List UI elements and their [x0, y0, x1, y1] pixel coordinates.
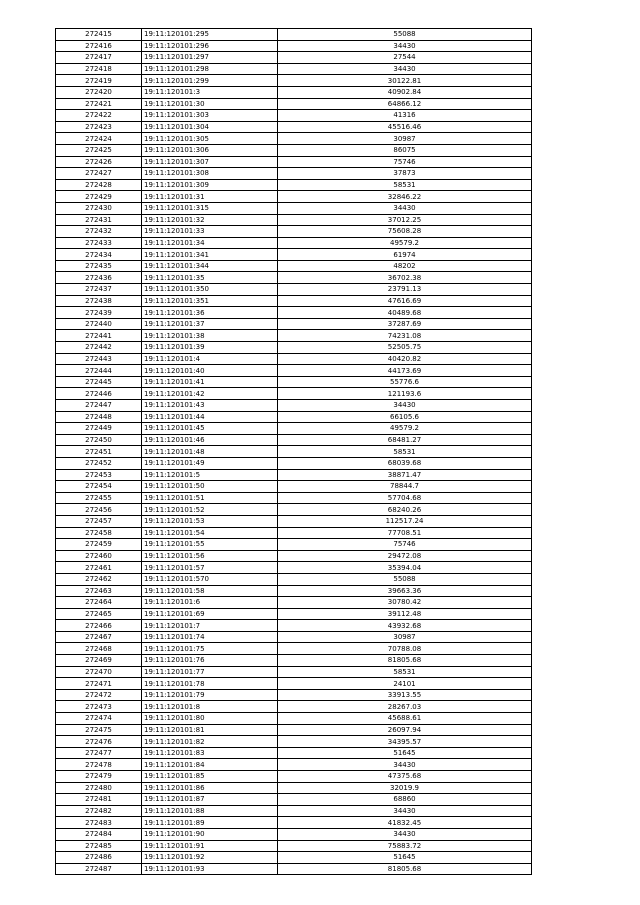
value-cell: 29472.08 — [278, 550, 532, 562]
row-number-cell: 272473 — [56, 701, 142, 713]
row-number-cell: 272453 — [56, 469, 142, 481]
cadastral-number-cell: 19:11:120101:5 — [142, 469, 278, 481]
value-cell: 112517.24 — [278, 515, 532, 527]
row-number-cell: 272425 — [56, 144, 142, 156]
value-cell: 34430 — [278, 805, 532, 817]
table-row — [56, 121, 532, 133]
value-cell: 41316 — [278, 110, 532, 122]
table-row — [56, 400, 532, 412]
table-row — [56, 817, 532, 829]
value-cell: 33913.55 — [278, 689, 532, 701]
cadastral-number-cell: 19:11:120101:51 — [142, 492, 278, 504]
row-number-cell: 272466 — [56, 620, 142, 632]
cadastral-number-cell: 19:11:120101:50 — [142, 481, 278, 493]
row-number-cell: 272460 — [56, 550, 142, 562]
value-cell: 81805.68 — [278, 655, 532, 667]
table-row — [56, 515, 532, 527]
value-cell: 34430 — [278, 40, 532, 52]
value-cell: 30122.81 — [278, 75, 532, 87]
value-cell: 45688.61 — [278, 713, 532, 725]
table-row — [56, 597, 532, 609]
value-cell: 24101 — [278, 678, 532, 690]
row-number-cell: 272428 — [56, 179, 142, 191]
value-cell: 43932.68 — [278, 620, 532, 632]
row-number-cell: 272424 — [56, 133, 142, 145]
cadastral-number-cell: 19:11:120101:309 — [142, 179, 278, 191]
cadastral-number-cell: 19:11:120101:304 — [142, 121, 278, 133]
table-row — [56, 631, 532, 643]
table-row — [56, 585, 532, 597]
table-row — [56, 701, 532, 713]
row-number-cell: 272454 — [56, 481, 142, 493]
row-number-cell: 272450 — [56, 434, 142, 446]
value-cell: 28267.03 — [278, 701, 532, 713]
table-row — [56, 249, 532, 261]
value-cell: 47616.69 — [278, 295, 532, 307]
row-number-cell: 272461 — [56, 562, 142, 574]
row-number-cell: 272418 — [56, 63, 142, 75]
row-number-cell: 272445 — [56, 376, 142, 388]
value-cell: 39112.48 — [278, 608, 532, 620]
table-row — [56, 713, 532, 725]
cadastral-number-cell: 19:11:120101:33 — [142, 226, 278, 238]
value-cell: 52505.75 — [278, 342, 532, 354]
cadastral-number-cell: 19:11:120101:46 — [142, 434, 278, 446]
row-number-cell: 272434 — [56, 249, 142, 261]
value-cell: 74231.08 — [278, 330, 532, 342]
table-row — [56, 226, 532, 238]
cadastral-number-cell: 19:11:120101:303 — [142, 110, 278, 122]
value-cell: 51645 — [278, 852, 532, 864]
value-cell: 66105.6 — [278, 411, 532, 423]
row-number-cell: 272423 — [56, 121, 142, 133]
row-number-cell: 272421 — [56, 98, 142, 110]
table-body — [56, 29, 532, 875]
table-row — [56, 330, 532, 342]
cadastral-number-cell: 19:11:120101:42 — [142, 388, 278, 400]
value-cell: 55776.6 — [278, 376, 532, 388]
cadastral-number-cell: 19:11:120101:299 — [142, 75, 278, 87]
row-number-cell: 272422 — [56, 110, 142, 122]
row-number-cell: 272462 — [56, 573, 142, 585]
value-cell: 30987 — [278, 133, 532, 145]
cadastral-number-cell: 19:11:120101:315 — [142, 202, 278, 214]
value-cell: 38871.47 — [278, 469, 532, 481]
cadastral-number-cell: 19:11:120101:38 — [142, 330, 278, 342]
table-row — [56, 550, 532, 562]
row-number-cell: 272437 — [56, 284, 142, 296]
value-cell: 70788.08 — [278, 643, 532, 655]
cadastral-number-cell: 19:11:120101:34 — [142, 237, 278, 249]
row-number-cell: 272430 — [56, 202, 142, 214]
cadastral-number-cell: 19:11:120101:55 — [142, 539, 278, 551]
value-cell: 39663.36 — [278, 585, 532, 597]
row-number-cell: 272435 — [56, 260, 142, 272]
cadastral-number-cell: 19:11:120101:83 — [142, 747, 278, 759]
table-row — [56, 272, 532, 284]
row-number-cell: 272447 — [56, 400, 142, 412]
row-number-cell: 272465 — [56, 608, 142, 620]
cadastral-number-cell: 19:11:120101:297 — [142, 52, 278, 64]
cadastral-number-cell: 19:11:120101:3 — [142, 86, 278, 98]
cadastral-number-cell: 19:11:120101:7 — [142, 620, 278, 632]
table-row — [56, 353, 532, 365]
row-number-cell: 272431 — [56, 214, 142, 226]
cadastral-number-cell: 19:11:120101:56 — [142, 550, 278, 562]
row-number-cell: 272480 — [56, 782, 142, 794]
table-row — [56, 840, 532, 852]
value-cell: 61974 — [278, 249, 532, 261]
cadastral-number-cell: 19:11:120101:89 — [142, 817, 278, 829]
table-row — [56, 29, 532, 41]
table-row — [56, 86, 532, 98]
value-cell: 51645 — [278, 747, 532, 759]
table-row — [56, 376, 532, 388]
cadastral-number-cell: 19:11:120101:93 — [142, 863, 278, 875]
row-number-cell: 272419 — [56, 75, 142, 87]
table-row — [56, 40, 532, 52]
table-row — [56, 573, 532, 585]
table-row — [56, 63, 532, 75]
cadastral-number-cell: 19:11:120101:78 — [142, 678, 278, 690]
table-row — [56, 307, 532, 319]
table-row — [56, 318, 532, 330]
table-row — [56, 388, 532, 400]
value-cell: 40489.68 — [278, 307, 532, 319]
value-cell: 64866.12 — [278, 98, 532, 110]
value-cell: 47375.68 — [278, 771, 532, 783]
cadastral-number-cell: 19:11:120101:85 — [142, 771, 278, 783]
cadastral-number-cell: 19:11:120101:80 — [142, 713, 278, 725]
row-number-cell: 272483 — [56, 817, 142, 829]
table-row — [56, 492, 532, 504]
value-cell: 58531 — [278, 179, 532, 191]
table-row — [56, 666, 532, 678]
row-number-cell: 272433 — [56, 237, 142, 249]
table-row — [56, 678, 532, 690]
table-row — [56, 214, 532, 226]
row-number-cell: 272463 — [56, 585, 142, 597]
table-row — [56, 655, 532, 667]
cadastral-number-cell: 19:11:120101:4 — [142, 353, 278, 365]
value-cell: 32019.9 — [278, 782, 532, 794]
value-cell: 40420.82 — [278, 353, 532, 365]
table-row — [56, 794, 532, 806]
cadastral-number-cell: 19:11:120101:298 — [142, 63, 278, 75]
table-row — [56, 144, 532, 156]
table-row — [56, 411, 532, 423]
row-number-cell: 272432 — [56, 226, 142, 238]
table-row — [56, 156, 532, 168]
table-row — [56, 562, 532, 574]
cadastral-number-cell: 19:11:120101:75 — [142, 643, 278, 655]
cadastral-number-cell: 19:11:120101:40 — [142, 365, 278, 377]
value-cell: 81805.68 — [278, 863, 532, 875]
row-number-cell: 272416 — [56, 40, 142, 52]
value-cell: 36702.38 — [278, 272, 532, 284]
row-number-cell: 272476 — [56, 736, 142, 748]
cadastral-number-cell: 19:11:120101:44 — [142, 411, 278, 423]
cadastral-number-cell: 19:11:120101:81 — [142, 724, 278, 736]
value-cell: 35394.04 — [278, 562, 532, 574]
value-cell: 34430 — [278, 202, 532, 214]
table-row — [56, 365, 532, 377]
row-number-cell: 272481 — [56, 794, 142, 806]
table-row — [56, 805, 532, 817]
row-number-cell: 272474 — [56, 713, 142, 725]
cadastral-number-cell: 19:11:120101:79 — [142, 689, 278, 701]
cadastral-number-cell: 19:11:120101:35 — [142, 272, 278, 284]
value-cell: 49579.2 — [278, 237, 532, 249]
table-row — [56, 736, 532, 748]
row-number-cell: 272475 — [56, 724, 142, 736]
value-cell: 34430 — [278, 400, 532, 412]
value-cell: 37287.69 — [278, 318, 532, 330]
row-number-cell: 272477 — [56, 747, 142, 759]
table-row — [56, 202, 532, 214]
value-cell: 68240.26 — [278, 504, 532, 516]
row-number-cell: 272482 — [56, 805, 142, 817]
row-number-cell: 272452 — [56, 457, 142, 469]
value-cell: 57704.68 — [278, 492, 532, 504]
row-number-cell: 272469 — [56, 655, 142, 667]
cadastral-number-cell: 19:11:120101:82 — [142, 736, 278, 748]
cadastral-number-cell: 19:11:120101:90 — [142, 828, 278, 840]
value-cell: 34430 — [278, 828, 532, 840]
cadastral-number-cell: 19:11:120101:69 — [142, 608, 278, 620]
table-row — [56, 608, 532, 620]
row-number-cell: 272417 — [56, 52, 142, 64]
row-number-cell: 272455 — [56, 492, 142, 504]
cadastral-number-cell: 19:11:120101:45 — [142, 423, 278, 435]
table-row — [56, 504, 532, 516]
value-cell: 34395.57 — [278, 736, 532, 748]
row-number-cell: 272470 — [56, 666, 142, 678]
table-row — [56, 98, 532, 110]
table-row — [56, 75, 532, 87]
cadastral-number-cell: 19:11:120101:31 — [142, 191, 278, 203]
value-cell: 37873 — [278, 168, 532, 180]
row-number-cell: 272486 — [56, 852, 142, 864]
row-number-cell: 272478 — [56, 759, 142, 771]
row-number-cell: 272479 — [56, 771, 142, 783]
cadastral-number-cell: 19:11:120101:306 — [142, 144, 278, 156]
row-number-cell: 272467 — [56, 631, 142, 643]
table-row — [56, 724, 532, 736]
table-row — [56, 457, 532, 469]
row-number-cell: 272429 — [56, 191, 142, 203]
cadastral-number-cell: 19:11:120101:295 — [142, 29, 278, 41]
table-row — [56, 52, 532, 64]
value-cell: 75746 — [278, 539, 532, 551]
row-number-cell: 272487 — [56, 863, 142, 875]
cadastral-number-cell: 19:11:120101:53 — [142, 515, 278, 527]
table-row — [56, 423, 532, 435]
table-row — [56, 782, 532, 794]
cadastral-number-cell: 19:11:120101:74 — [142, 631, 278, 643]
row-number-cell: 272471 — [56, 678, 142, 690]
value-cell: 32846.22 — [278, 191, 532, 203]
row-number-cell: 272439 — [56, 307, 142, 319]
cadastral-number-cell: 19:11:120101:36 — [142, 307, 278, 319]
cadastral-number-cell: 19:11:120101:305 — [142, 133, 278, 145]
value-cell: 27544 — [278, 52, 532, 64]
table-row — [56, 237, 532, 249]
row-number-cell: 272440 — [56, 318, 142, 330]
table-row — [56, 342, 532, 354]
row-number-cell: 272464 — [56, 597, 142, 609]
value-cell: 75608.28 — [278, 226, 532, 238]
value-cell: 34430 — [278, 759, 532, 771]
row-number-cell: 272468 — [56, 643, 142, 655]
value-cell: 75883.72 — [278, 840, 532, 852]
cadastral-number-cell: 19:11:120101:87 — [142, 794, 278, 806]
cadastral-number-cell: 19:11:120101:77 — [142, 666, 278, 678]
value-cell: 58531 — [278, 666, 532, 678]
value-cell: 75746 — [278, 156, 532, 168]
row-number-cell: 272485 — [56, 840, 142, 852]
row-number-cell: 272484 — [56, 828, 142, 840]
table-row — [56, 539, 532, 551]
cadastral-number-cell: 19:11:120101:54 — [142, 527, 278, 539]
cadastral-number-cell: 19:11:120101:88 — [142, 805, 278, 817]
cadastral-number-cell: 19:11:120101:84 — [142, 759, 278, 771]
cadastral-number-cell: 19:11:120101:308 — [142, 168, 278, 180]
table-row — [56, 852, 532, 864]
cadastral-number-cell: 19:11:120101:76 — [142, 655, 278, 667]
table-row — [56, 133, 532, 145]
cadastral-number-cell: 19:11:120101:48 — [142, 446, 278, 458]
row-number-cell: 272457 — [56, 515, 142, 527]
table-row — [56, 747, 532, 759]
row-number-cell: 272436 — [56, 272, 142, 284]
value-cell: 86075 — [278, 144, 532, 156]
cadastral-number-cell: 19:11:120101:39 — [142, 342, 278, 354]
value-cell: 30987 — [278, 631, 532, 643]
table-row — [56, 284, 532, 296]
row-number-cell: 272415 — [56, 29, 142, 41]
data-table — [55, 28, 532, 875]
table-row — [56, 863, 532, 875]
table-row — [56, 260, 532, 272]
value-cell: 68039.68 — [278, 457, 532, 469]
value-cell: 23791.13 — [278, 284, 532, 296]
cadastral-number-cell: 19:11:120101:37 — [142, 318, 278, 330]
value-cell: 34430 — [278, 63, 532, 75]
row-number-cell: 272444 — [56, 365, 142, 377]
cadastral-number-cell: 19:11:120101:43 — [142, 400, 278, 412]
row-number-cell: 272426 — [56, 156, 142, 168]
value-cell: 68481.27 — [278, 434, 532, 446]
value-cell: 37012.25 — [278, 214, 532, 226]
table-row — [56, 110, 532, 122]
table-row — [56, 620, 532, 632]
value-cell: 44173.69 — [278, 365, 532, 377]
row-number-cell: 272456 — [56, 504, 142, 516]
cadastral-number-cell: 19:11:120101:350 — [142, 284, 278, 296]
table-row — [56, 643, 532, 655]
value-cell: 78844.7 — [278, 481, 532, 493]
cadastral-number-cell: 19:11:120101:91 — [142, 840, 278, 852]
value-cell: 30780.42 — [278, 597, 532, 609]
row-number-cell: 272442 — [56, 342, 142, 354]
value-cell: 41832.45 — [278, 817, 532, 829]
cadastral-number-cell: 19:11:120101:52 — [142, 504, 278, 516]
table-row — [56, 527, 532, 539]
row-number-cell: 272449 — [56, 423, 142, 435]
row-number-cell: 272420 — [56, 86, 142, 98]
table-row — [56, 179, 532, 191]
cadastral-number-cell: 19:11:120101:570 — [142, 573, 278, 585]
table-row — [56, 446, 532, 458]
table-row — [56, 168, 532, 180]
row-number-cell: 272448 — [56, 411, 142, 423]
table-row — [56, 434, 532, 446]
cadastral-number-cell: 19:11:120101:86 — [142, 782, 278, 794]
cadastral-number-cell: 19:11:120101:32 — [142, 214, 278, 226]
value-cell: 55088 — [278, 573, 532, 585]
value-cell: 40902.84 — [278, 86, 532, 98]
row-number-cell: 272458 — [56, 527, 142, 539]
value-cell: 121193.6 — [278, 388, 532, 400]
table-row — [56, 771, 532, 783]
table-row — [56, 295, 532, 307]
table-row — [56, 469, 532, 481]
table-row — [56, 759, 532, 771]
row-number-cell: 272451 — [56, 446, 142, 458]
cadastral-number-cell: 19:11:120101:57 — [142, 562, 278, 574]
cadastral-number-cell: 19:11:120101:307 — [142, 156, 278, 168]
cadastral-number-cell: 19:11:120101:58 — [142, 585, 278, 597]
row-number-cell: 272459 — [56, 539, 142, 551]
cadastral-number-cell: 19:11:120101:6 — [142, 597, 278, 609]
row-number-cell: 272443 — [56, 353, 142, 365]
cadastral-number-cell: 19:11:120101:30 — [142, 98, 278, 110]
cadastral-number-cell: 19:11:120101:41 — [142, 376, 278, 388]
value-cell: 77708.51 — [278, 527, 532, 539]
value-cell: 58531 — [278, 446, 532, 458]
cadastral-number-cell: 19:11:120101:8 — [142, 701, 278, 713]
row-number-cell: 272438 — [56, 295, 142, 307]
table-row — [56, 689, 532, 701]
value-cell: 26097.94 — [278, 724, 532, 736]
table-row — [56, 828, 532, 840]
row-number-cell: 272446 — [56, 388, 142, 400]
table-row — [56, 191, 532, 203]
value-cell: 48202 — [278, 260, 532, 272]
value-cell: 55088 — [278, 29, 532, 41]
cadastral-number-cell: 19:11:120101:341 — [142, 249, 278, 261]
cadastral-number-cell: 19:11:120101:351 — [142, 295, 278, 307]
cadastral-number-cell: 19:11:120101:344 — [142, 260, 278, 272]
row-number-cell: 272472 — [56, 689, 142, 701]
row-number-cell: 272441 — [56, 330, 142, 342]
cadastral-number-cell: 19:11:120101:296 — [142, 40, 278, 52]
value-cell: 49579.2 — [278, 423, 532, 435]
cadastral-number-cell: 19:11:120101:49 — [142, 457, 278, 469]
cadastral-number-cell: 19:11:120101:92 — [142, 852, 278, 864]
row-number-cell: 272427 — [56, 168, 142, 180]
value-cell: 68860 — [278, 794, 532, 806]
table-row — [56, 481, 532, 493]
value-cell: 45516.46 — [278, 121, 532, 133]
